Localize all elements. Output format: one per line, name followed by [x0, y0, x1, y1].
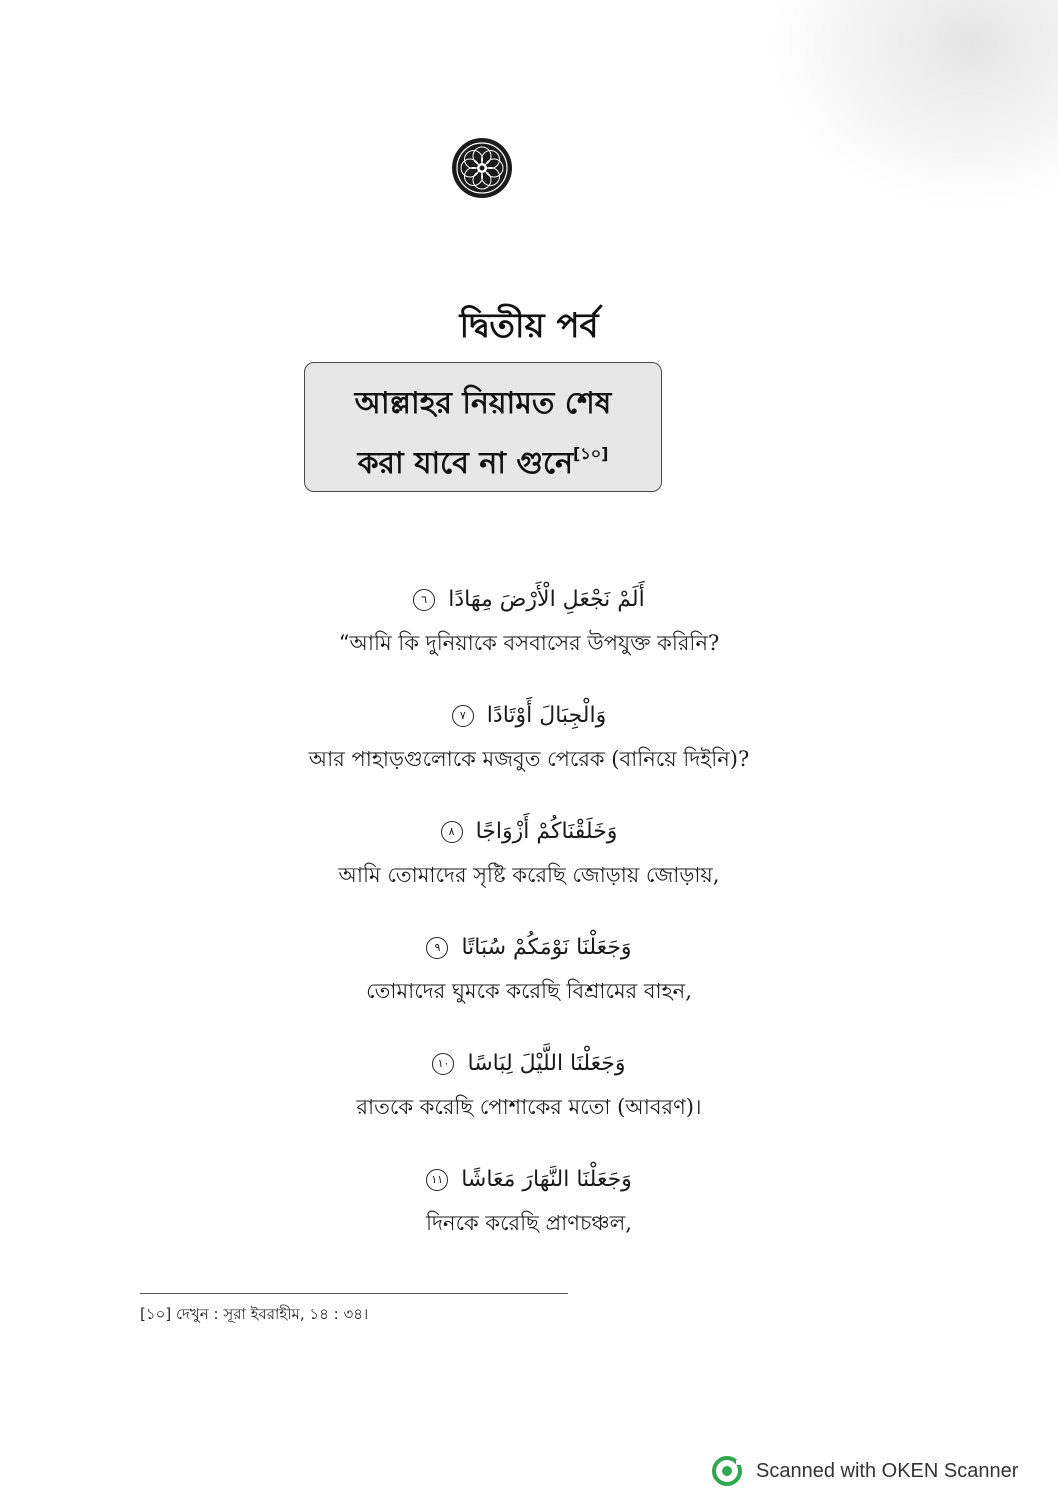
bengali-translation: আমি তোমাদের সৃষ্টি করেছি জোড়ায় জোড়ায়, [338, 863, 720, 887]
part-title: দ্বিতীয় পর্ব [459, 306, 599, 346]
bengali-translation: “আমি কি দুনিয়াকে বসবাসের উপযুক্ত করিনি? [338, 631, 720, 655]
chapter-title-box [304, 362, 662, 492]
ayah-number-marker: ٧ [452, 705, 474, 727]
chapter-title-line-1: আল্লাহর নিয়ামত শেষ [354, 386, 612, 421]
ayah-number-marker: ٩ [426, 937, 448, 959]
verse-block [0, 1158, 1058, 1252]
arabic-verse-text: وَجَعَلْنَا النَّهَارَ مَعَاشًا [461, 1167, 632, 1192]
page-edge-shadow [768, 0, 1058, 210]
bengali-translation: তোমাদের ঘুমকে করেছি বিশ্রামের বাহন, [366, 979, 692, 1003]
ayah-number-marker: ٦ [413, 589, 435, 611]
scanner-watermark [712, 1454, 1018, 1488]
verse-block [0, 694, 1058, 788]
verse-block [0, 578, 1058, 672]
ornament-medallion-icon [450, 136, 514, 200]
chapter-title-line-2 [305, 429, 661, 489]
arabic-verse-text: وَالْجِبَالَ أَوْتَادًا [486, 703, 607, 728]
arabic-verse [0, 810, 1058, 854]
ayah-number-marker: ١١ [426, 1169, 448, 1191]
oken-scanner-logo-icon [712, 1456, 742, 1486]
arabic-verse-text: وَجَعَلْنَا اللَّيْلَ لِبَاسًا [467, 1051, 626, 1076]
bengali-translation: আর পাহাড়গুলোকে মজবুত পেরেক (বানিয়ে দিইনি)? [308, 747, 750, 771]
verse-list [0, 578, 1058, 1274]
chapter-title-line-2-text: করা যাবে না গুনে [357, 446, 573, 481]
verse-block [0, 926, 1058, 1020]
arabic-verse-text: وَجَعَلْنَا نَوْمَكُمْ سُبَاتًا [461, 935, 632, 960]
arabic-verse [0, 694, 1058, 738]
footnote-divider [140, 1293, 568, 1294]
verse-block [0, 810, 1058, 904]
chapter-footnote-ref: [১০] [573, 444, 609, 463]
verse-block [0, 1042, 1058, 1136]
arabic-verse [0, 926, 1058, 970]
footnote: [১০] দেখুন : সূরা ইবরাহীম, ১৪ : ৩৪। [140, 1305, 369, 1323]
ayah-number-marker: ٨ [441, 821, 463, 843]
ayah-number-marker: ١٠ [432, 1053, 454, 1075]
arabic-verse [0, 578, 1058, 622]
bengali-translation: রাতকে করেছি পোশাকের মতো (আবরণ)। [356, 1095, 702, 1119]
arabic-verse-text: أَلَمْ نَجْعَلِ الْأَرْضَ مِهَادًا [448, 587, 645, 612]
arabic-verse-text: وَخَلَقْنَاكُمْ أَزْوَاجًا [475, 819, 618, 844]
arabic-verse [0, 1042, 1058, 1086]
arabic-verse [0, 1158, 1058, 1202]
bengali-translation: দিনকে করেছি প্রাণচঞ্চল, [426, 1211, 632, 1235]
scanner-watermark-text: Scanned with OKEN Scanner [756, 1459, 1019, 1482]
